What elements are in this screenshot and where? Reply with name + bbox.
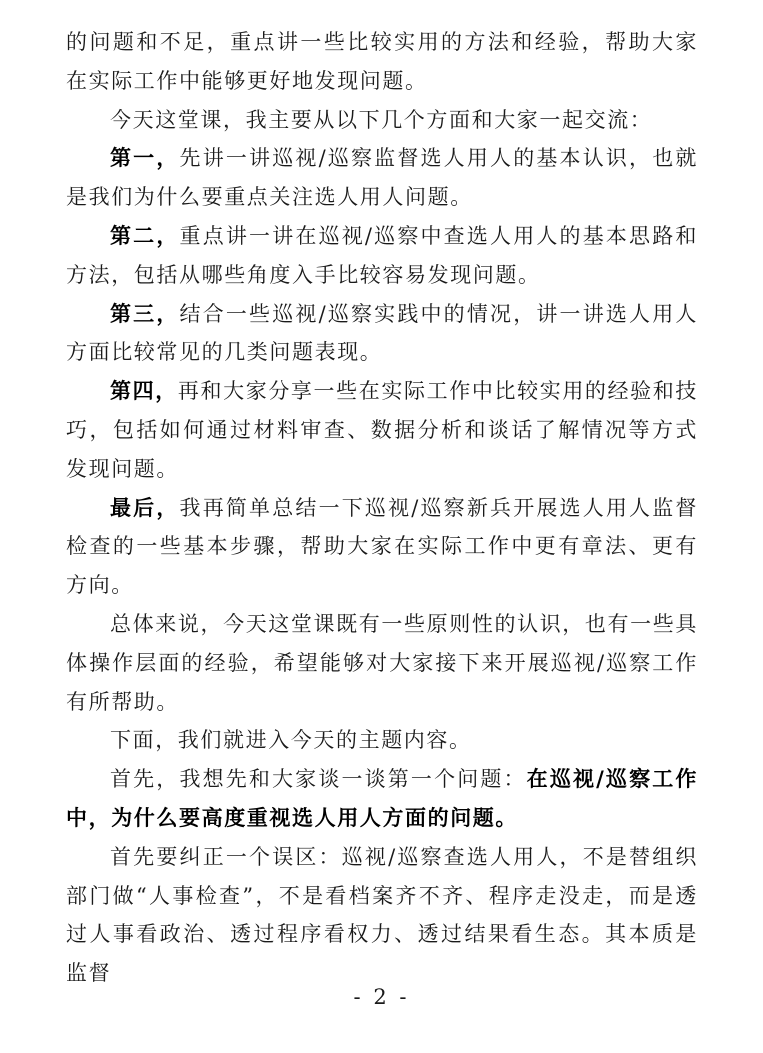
paragraph-text: 我再简单总结一下巡视/巡察新兵开展选人用人监督检查的一些基本步骤，帮助大家在实际工作中更有章法、更有方向。	[66, 495, 698, 598]
paragraph-lead: 第四，	[110, 378, 178, 404]
page-number: - 2 -	[353, 985, 410, 1009]
paragraph-lead: 第二，	[110, 222, 180, 248]
paragraph-lead: 第一，	[110, 145, 180, 171]
paragraph-emphasis: 在巡视/巡察工作中，为什么要高度重视选人用人方面的问题。	[66, 766, 698, 830]
paragraph-text: 重点讲一讲在巡视/巡察中查选人用人的基本思路和方法，包括从哪些角度入手比较容易发现问题。	[66, 223, 698, 287]
paragraph-text: 先讲一讲巡视/巡察监督选人用人的基本认识，也就是我们为什么要重点关注选人用人问题。	[66, 146, 698, 210]
paragraph-summary	[66, 605, 698, 721]
paragraph-transition	[66, 721, 698, 760]
paragraph-point-2	[66, 217, 698, 295]
paragraph-text: 再和大家分享一些在实际工作中比较实用的经验和技巧，包括如何通过材料审查、数据分析和谈话了解情况等方式发现问题。	[66, 379, 698, 481]
paragraph-point-4	[66, 372, 698, 488]
paragraph-text: 首先要纠正一个误区：巡视/巡察查选人用人，不是替组织部门做“人事检查”，不是看档案齐不齐、程序走没走，而是透过人事看政治、透过程序看权力、透过结果看生态。其本质是监督	[66, 844, 698, 986]
paragraph-continuation	[66, 23, 698, 101]
paragraph-text: 今天这堂课，我主要从以下几个方面和大家一起交流：	[110, 107, 653, 132]
paragraph-misconception	[66, 838, 698, 993]
paragraph-lead: 第三，	[110, 300, 180, 326]
paragraph-intro	[66, 101, 698, 140]
paragraph-first-question	[66, 760, 698, 838]
paragraph-text: 首先，我想先和大家谈一谈第一个问题：	[110, 767, 527, 792]
document-body	[66, 23, 698, 993]
paragraph-text: 结合一些巡视/巡察实践中的情况，讲一讲选人用人方面比较常见的几类问题表现。	[66, 301, 698, 365]
paragraph-point-final	[66, 489, 698, 605]
paragraph-text: 总体来说，今天这堂课既有一些原则性的认识，也有一些具体操作层面的经验，希望能够对大家接下来开展巡视/巡察工作有所帮助。	[66, 611, 698, 714]
paragraph-point-3	[66, 295, 698, 373]
paragraph-point-1	[66, 139, 698, 217]
paragraph-text: 的问题和不足，重点讲一些比较实用的方法和经验，帮助大家在实际工作中能够更好地发现问题。	[66, 30, 698, 93]
paragraph-text: 下面，我们就进入今天的主题内容。	[110, 728, 472, 753]
paragraph-lead: 最后，	[110, 494, 180, 520]
